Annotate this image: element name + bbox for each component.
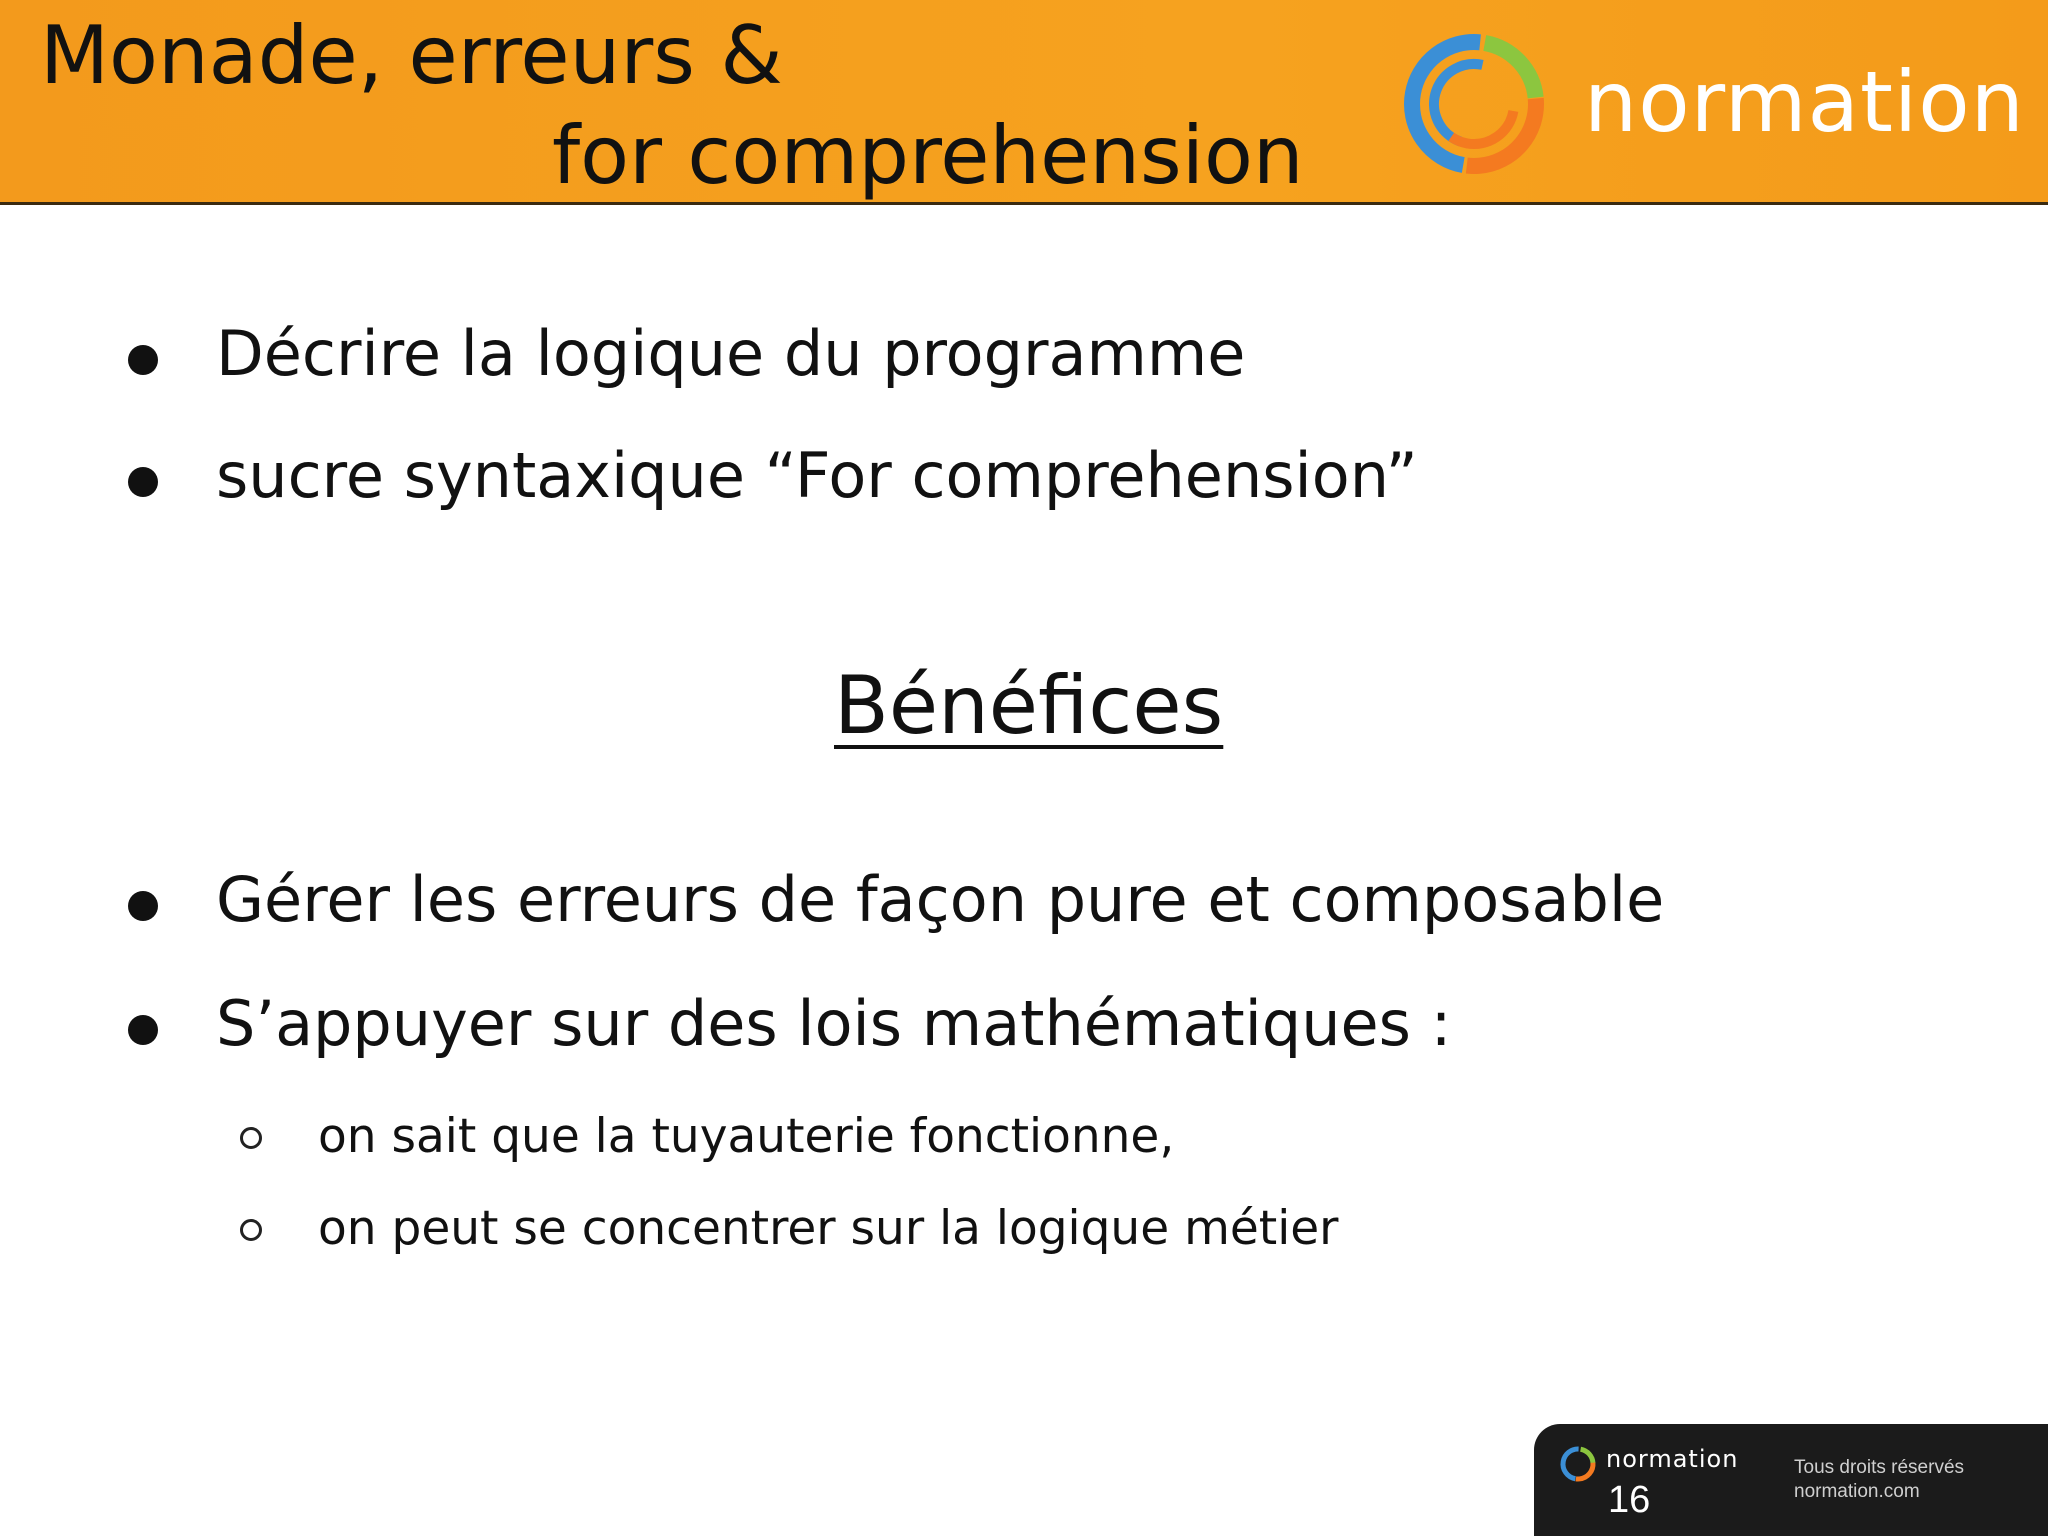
hollow-bullet-icon — [240, 1219, 262, 1241]
bullet-icon — [128, 345, 158, 375]
page-number: 16 — [1608, 1479, 1651, 1521]
slide-title-line-1: Monade, erreurs & — [40, 9, 783, 102]
bullet-text: Décrire la logique du programme — [216, 317, 1246, 390]
normation-logo-icon — [1558, 1444, 1598, 1484]
sub-bullet-text: on sait que la tuyauterie fonctionne, — [318, 1109, 1175, 1164]
slide-footer — [1534, 1424, 2048, 1536]
footer-url: normation.com — [1794, 1481, 1920, 1502]
bullet-text: sucre syntaxique “For comprehension” — [216, 439, 1418, 512]
bullet-icon — [128, 891, 158, 921]
normation-logo-icon — [1396, 26, 1552, 182]
footer-rights: Tous droits réservés — [1794, 1457, 1965, 1478]
bullet-text: Gérer les erreurs de façon pure et composable — [216, 863, 1665, 936]
hollow-bullet-icon — [240, 1127, 262, 1149]
slide-title-line-2: for comprehension — [552, 109, 1304, 202]
bullet-icon — [128, 467, 158, 497]
bullet-text: S’appuyer sur des lois mathématiques : — [216, 987, 1452, 1060]
bullet-icon — [128, 1015, 158, 1045]
section-heading: Bénéfices — [834, 659, 1224, 752]
sub-bullet-text: on peut se concentrer sur la logique métier — [318, 1201, 1339, 1256]
footer-brand: normation — [1606, 1445, 1739, 1473]
brand-name: normation — [1584, 53, 2025, 151]
slide-header — [0, 0, 2048, 205]
